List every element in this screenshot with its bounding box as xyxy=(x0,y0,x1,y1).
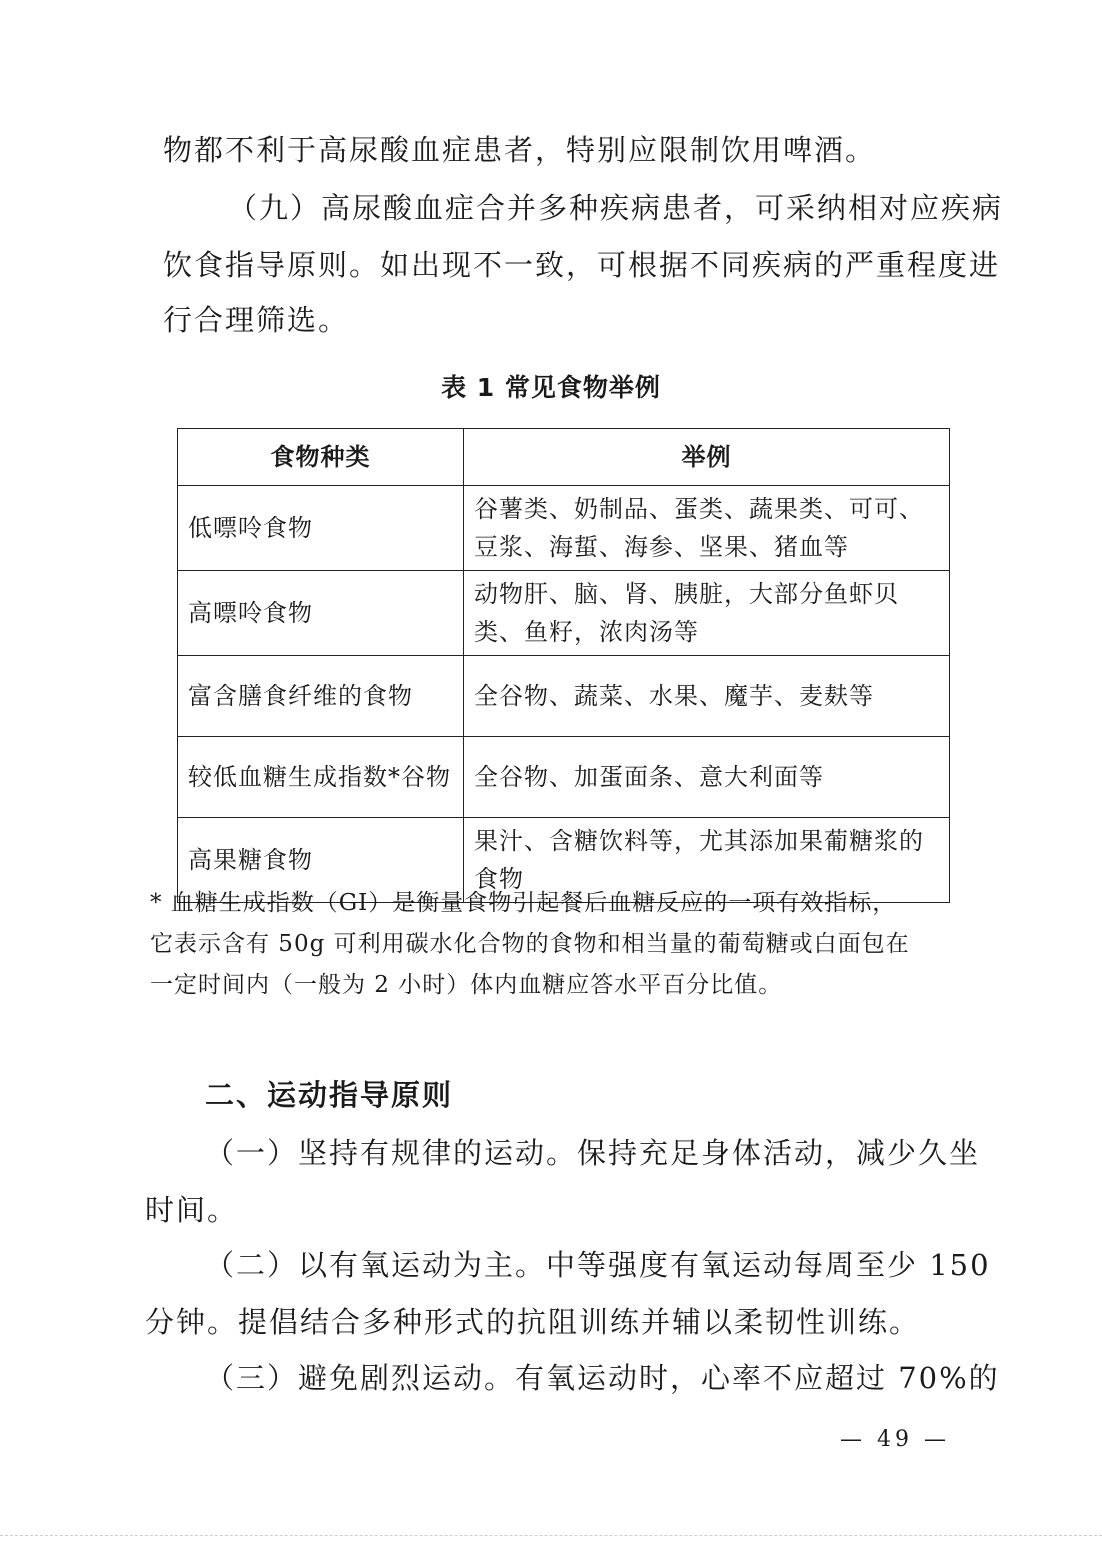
food-examples-table xyxy=(177,428,950,903)
table-header-row xyxy=(178,429,950,486)
table-header-example: 举例 xyxy=(464,429,950,486)
table-cell-category: 低嘌呤食物 xyxy=(178,486,464,571)
table-cell-category: 高嘌呤食物 xyxy=(178,571,464,656)
table-cell-example: 谷薯类、奶制品、蛋类、蔬果类、可可、豆浆、海蜇、海参、坚果、猪血等 xyxy=(464,486,950,571)
table-cell-example: 动物肝、脑、肾、胰脏，大部分鱼虾贝类、鱼籽，浓肉汤等 xyxy=(464,571,950,656)
table-cell-category: 高果糖食物 xyxy=(178,818,464,903)
paragraph-line: （二）以有氧运动为主。中等强度有氧运动每周至少 150 xyxy=(205,1248,991,1282)
footnote-line: 它表示含有 50g 可利用碳水化合物的食物和相当量的葡萄糖或白面包在 xyxy=(150,931,910,957)
table-row xyxy=(178,571,950,656)
table-row xyxy=(178,486,950,571)
table-cell-example: 全谷物、加蛋面条、意大利面等 xyxy=(464,737,950,818)
footnote-line: 一定时间内（一般为 2 小时）体内血糖应答水平百分比值。 xyxy=(150,972,783,998)
table-cell-example: 果汁、含糖饮料等，尤其添加果葡糖浆的食物 xyxy=(464,818,950,903)
paragraph-line: 物都不利于高尿酸血症患者，特别应限制饮用啤酒。 xyxy=(163,133,877,167)
table-cell-category: 富含膳食纤维的食物 xyxy=(178,656,464,737)
paragraph-line: （三）避免剧烈运动。有氧运动时，心率不应超过 70%的 xyxy=(205,1361,1000,1395)
table-row xyxy=(178,737,950,818)
paragraph-line: 时间。 xyxy=(145,1193,239,1227)
section-heading: 二、运动指导原则 xyxy=(205,1078,454,1112)
page-bottom-divider xyxy=(0,1535,1102,1536)
paragraph-line: （九）高尿酸血症合并多种疾病患者，可采纳相对应疾病 xyxy=(228,191,1004,225)
paragraph-line: 行合理筛选。 xyxy=(163,303,350,337)
paragraph-line: （一）坚持有规律的运动。保持充足身体活动，减少久坐 xyxy=(205,1136,981,1170)
paragraph-line: 饮食指导原则。如出现不一致，可根据不同疾病的严重程度进 xyxy=(163,248,1001,282)
table-title: 表 1 常见食物举例 xyxy=(441,373,661,402)
table-row xyxy=(178,656,950,737)
paragraph-line: 分钟。提倡结合多种形式的抗阻训练并辅以柔韧性训练。 xyxy=(145,1305,921,1339)
footnote-line: * 血糖生成指数（GI）是衡量食物引起餐后血糖反应的一项有效指标， xyxy=(150,890,897,916)
table-cell-category: 较低血糖生成指数*谷物 xyxy=(178,737,464,818)
page-number: — 49 — xyxy=(840,1427,950,1452)
table-header-category: 食物种类 xyxy=(178,429,464,486)
table-cell-example: 全谷物、蔬菜、水果、魔芋、麦麸等 xyxy=(464,656,950,737)
